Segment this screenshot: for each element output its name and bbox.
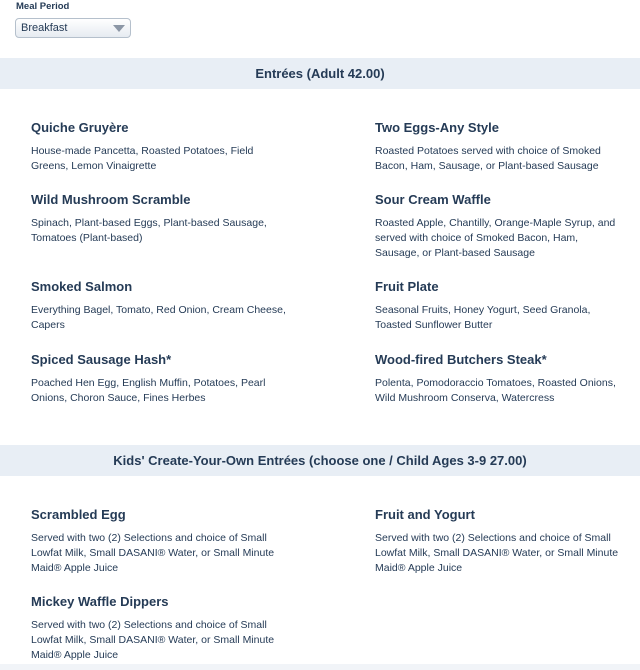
menu-item [375, 192, 620, 261]
menu-item [31, 594, 291, 663]
section-heading-kids: Kids' Create-Your-Own Entrées (choose one / Child Ages 3-9 27.00) [0, 445, 640, 476]
menu-item [375, 120, 620, 174]
chevron-down-icon [113, 25, 125, 32]
menu-item-name: Mickey Waffle Dippers [31, 594, 169, 609]
menu-item [375, 279, 620, 333]
menu-item [31, 279, 291, 333]
menu-item-name: Wood-fired Butchers Steak* [375, 352, 547, 367]
menu-item-name: Sour Cream Waffle [375, 192, 491, 207]
menu-item-name: Smoked Salmon [31, 279, 133, 294]
menu-item-name: Wild Mushroom Scramble [31, 192, 191, 207]
menu-item [375, 507, 620, 576]
section-heading-entrees: Entrées (Adult 42.00) [0, 58, 640, 89]
menu-item [31, 192, 291, 246]
meal-period-label: Meal Period [16, 1, 70, 12]
menu-item-name: Fruit and Yogurt [375, 507, 475, 522]
menu-item-name: Spiced Sausage Hash* [31, 352, 172, 367]
menu-item [31, 507, 291, 576]
menu-item-name: Fruit Plate [375, 279, 439, 294]
menu-item-description: Served with two (2) Selections and choice of Small Lowfat Milk, Small DASANI® Water, or Small Minute Maid® Apple Juice [31, 619, 275, 661]
meal-period-select[interactable] [15, 18, 131, 38]
menu-item [31, 120, 291, 174]
menu-item-name: Quiche Gruyère [31, 120, 129, 135]
menu-item-description: Roasted Potatoes served with choice of Smoked Bacon, Ham, Sausage, or Plant-based Sausage [375, 145, 601, 172]
menu-item-description: Roasted Apple, Chantilly, Orange-Maple Syrup, and served with choice of Smoked Bacon, Ham, Sausage, or Plant-based Sausage [375, 217, 616, 259]
menu-item-description: Served with two (2) Selections and choice of Small Lowfat Milk, Small DASANI® Water, or Small Minute Maid® Apple Juice [31, 532, 275, 574]
meal-period-value: Breakfast [21, 22, 68, 34]
menu-item-description: Everything Bagel, Tomato, Red Onion, Cream Cheese, Capers [31, 304, 286, 331]
menu-item-description: House-made Pancetta, Roasted Potatoes, Field Greens, Lemon Vinaigrette [31, 145, 254, 172]
menu-item-description: Spinach, Plant-based Eggs, Plant-based Sausage, Tomatoes (Plant-based) [31, 217, 267, 244]
menu-item-description: Served with two (2) Selections and choice of Small Lowfat Milk, Small DASANI® Water, or Small Minute Maid® Apple Juice [375, 532, 619, 574]
menu-item-description: Seasonal Fruits, Honey Yogurt, Seed Granola, Toasted Sunflower Butter [375, 304, 591, 331]
menu-item [31, 352, 291, 406]
menu-item-description: Polenta, Pomodoraccio Tomatoes, Roasted Onions, Wild Mushroom Conserva, Watercress [375, 377, 616, 404]
page-bottom-edge [0, 664, 640, 670]
menu-item-name: Scrambled Egg [31, 507, 126, 522]
menu-item [375, 352, 620, 406]
menu-item-description: Poached Hen Egg, English Muffin, Potatoes, Pearl Onions, Choron Sauce, Fines Herbes [31, 377, 266, 404]
menu-item-name: Two Eggs-Any Style [375, 120, 499, 135]
